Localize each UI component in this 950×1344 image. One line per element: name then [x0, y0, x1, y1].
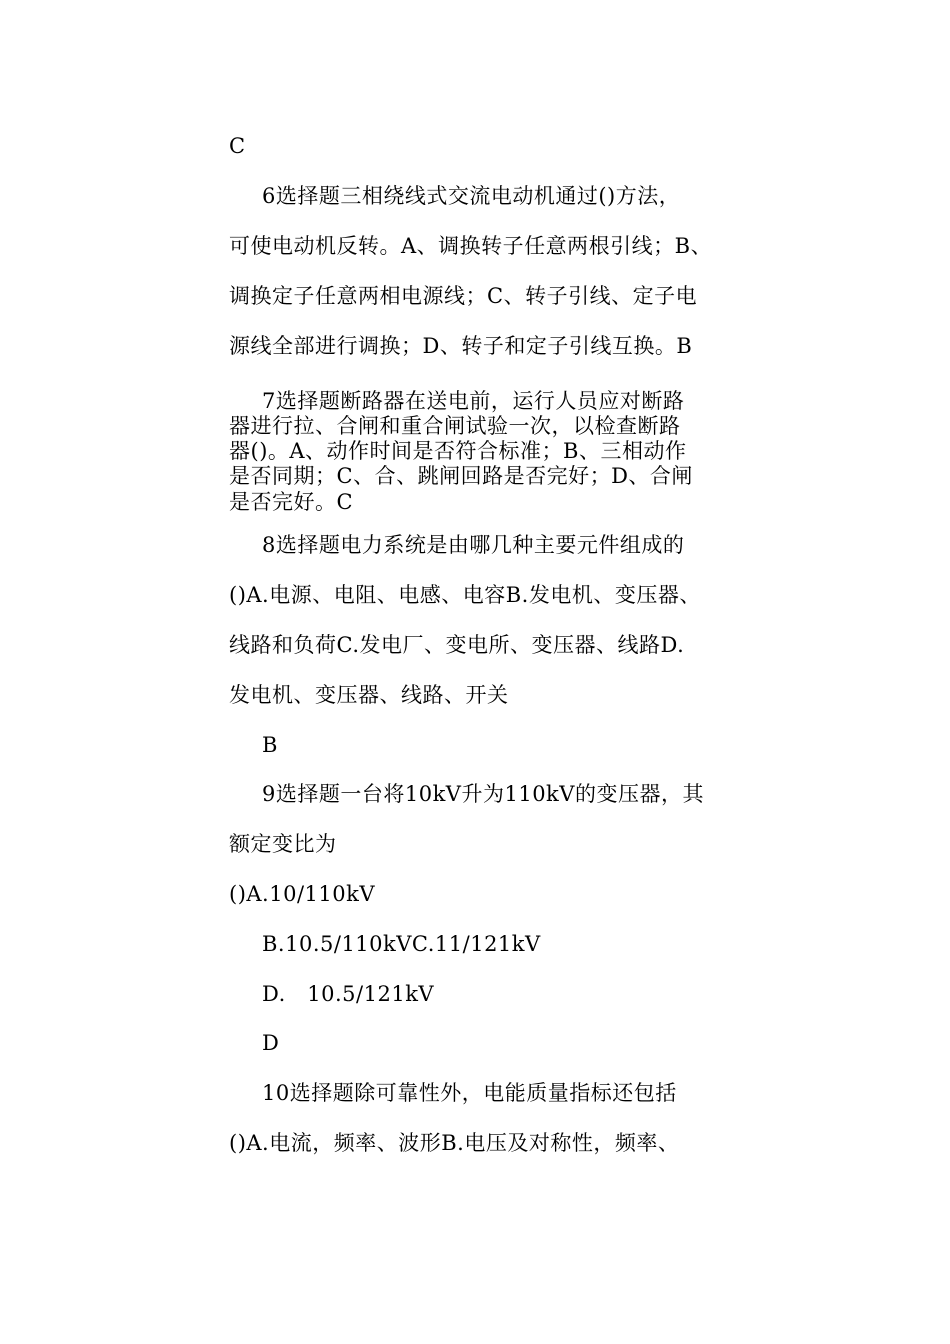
question-9-option-d: D. 10.5/121kV — [262, 982, 435, 1006]
question-9-line-1: 9选择题一台将10kV升为110kV的变压器，其 — [262, 782, 704, 806]
question-8-line-2: ()A.电源、电阻、电感、电容B.发电机、变压器、 — [229, 583, 701, 607]
question-9-line-2: 额定变比为 — [229, 832, 337, 856]
question-6-line-2: 可使电动机反转。A、调换转子任意两根引线；B、 — [229, 234, 713, 258]
question-8-line-4: 发电机、变压器、线路、开关 — [229, 683, 509, 707]
question-9-option-a: ()A.10/110kV — [229, 882, 375, 906]
question-6-line-3: 调换定子任意两相电源线；C、转子引线、定子电 — [229, 284, 698, 308]
question-7-line-2: 器进行拉、合闸和重合闸试验一次，以检查断路 — [229, 414, 681, 438]
question-10-line-2: ()A.电流，频率、波形B.电压及对称性，频率、 — [229, 1131, 680, 1155]
answer-8: B — [262, 733, 278, 757]
question-7-line-4: 是否同期；C、合、跳闸回路是否完好；D、合闸 — [229, 464, 693, 488]
question-8-line-1: 8选择题电力系统是由哪几种主要元件组成的 — [262, 533, 685, 557]
question-6-line-1: 6选择题三相绕线式交流电动机通过()方法， — [262, 184, 681, 208]
question-7-line-1: 7选择题断路器在送电前，运行人员应对断路 — [262, 389, 685, 413]
question-8-line-3: 线路和负荷C.发电厂、变电所、变压器、线路D. — [229, 633, 685, 657]
answer-5: C — [229, 134, 246, 158]
question-7-line-3: 器()。A、动作时间是否符合标准；B、三相动作 — [229, 439, 687, 463]
question-6-line-4: 源线全部进行调换；D、转子和定子引线互换。B — [229, 334, 693, 358]
answer-9: D — [262, 1031, 280, 1055]
question-10-line-1: 10选择题除可靠性外，电能质量指标还包括 — [262, 1081, 677, 1105]
question-7-line-5: 是否完好。C — [229, 490, 354, 514]
question-9-option-b-c: B.10.5/110kVC.11/121kV — [262, 932, 541, 956]
